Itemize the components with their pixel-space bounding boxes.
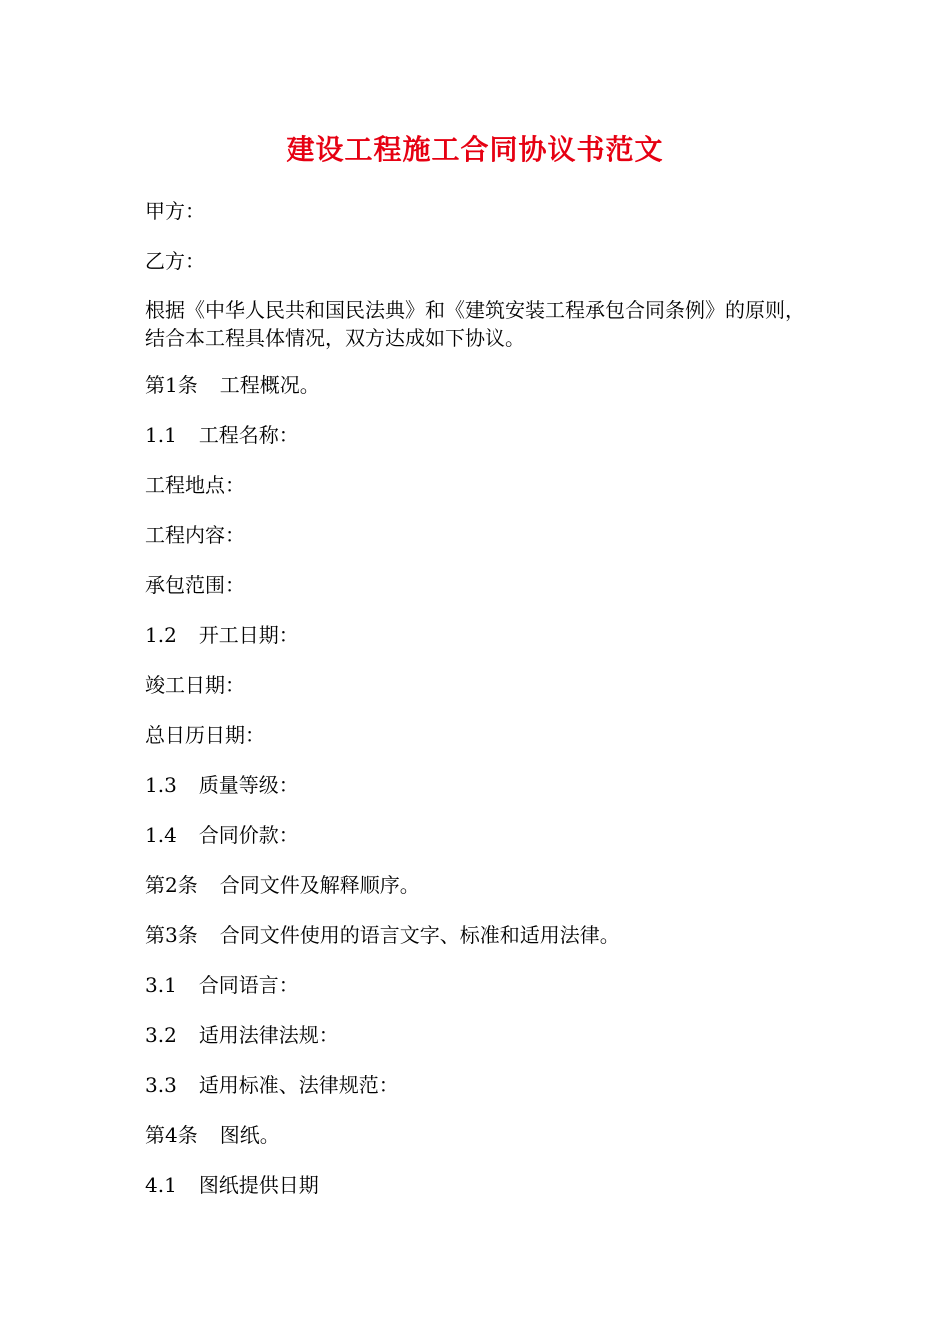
party-a-line [145, 196, 810, 226]
article-1-heading [145, 370, 810, 400]
article-4-heading [145, 1120, 810, 1150]
para-num: 1.2 [145, 623, 177, 647]
para-num: 第1条 [145, 373, 198, 397]
para-num: 1.4 [145, 823, 177, 847]
para-text: 合同文件及解释顺序。 [219, 873, 420, 897]
para-text: 工程名称： [198, 423, 299, 447]
clause-line [145, 420, 810, 450]
para-text: 合同价款： [198, 823, 299, 847]
para-text: 合同语言： [198, 973, 299, 997]
para-text: 合同文件使用的语言文字、标准和适用法律。 [219, 923, 620, 947]
para-text: 适用标准、法律规范： [198, 1073, 399, 1097]
party-b-line [145, 246, 810, 276]
para-text: 总日历日期： [145, 723, 265, 747]
para-text: 竣工日期： [145, 673, 245, 697]
field-line [145, 570, 810, 600]
para-text: 承包范围： [145, 573, 245, 597]
clause-line [145, 1070, 810, 1100]
para-text: 工程内容： [145, 523, 245, 547]
para-text: 工程地点： [145, 473, 245, 497]
clause-line [145, 1020, 810, 1050]
para-text: 开工日期： [198, 623, 299, 647]
para-num: 1.3 [145, 773, 177, 797]
document-body [145, 196, 810, 1220]
para-text: 适用法律法规： [198, 1023, 339, 1047]
para-text: 质量等级： [198, 773, 299, 797]
para-num: 3.1 [145, 973, 177, 997]
para-text: 工程概况。 [219, 373, 320, 397]
field-line [145, 670, 810, 700]
article-2-heading [145, 870, 810, 900]
para-text: 甲方： [145, 199, 205, 223]
para-num: 第4条 [145, 1123, 198, 1147]
clause-line [145, 1170, 810, 1200]
para-num: 第3条 [145, 923, 198, 947]
para-text: 图纸。 [219, 1123, 280, 1147]
clause-line [145, 770, 810, 800]
para-num: 1.1 [145, 423, 177, 447]
para-num: 第2条 [145, 873, 198, 897]
article-3-heading [145, 920, 810, 950]
para-text: 图纸提供日期 [198, 1173, 319, 1197]
para-num: 3.2 [145, 1023, 177, 1047]
clause-line [145, 820, 810, 850]
field-line [145, 520, 810, 550]
para-text: 根据《中华人民共和国民法典》和《建筑安装工程承包合同条例》的原则，结合本工程具体情况，双方达成如下协议。 [145, 298, 805, 350]
field-line [145, 720, 810, 750]
preamble-paragraph [145, 296, 810, 352]
clause-line [145, 620, 810, 650]
para-text: 乙方： [145, 249, 205, 273]
clause-line [145, 970, 810, 1000]
para-num: 4.1 [145, 1173, 177, 1197]
field-line [145, 470, 810, 500]
document-title: 建设工程施工合同协议书范文 [286, 133, 664, 166]
para-num: 3.3 [145, 1073, 177, 1097]
